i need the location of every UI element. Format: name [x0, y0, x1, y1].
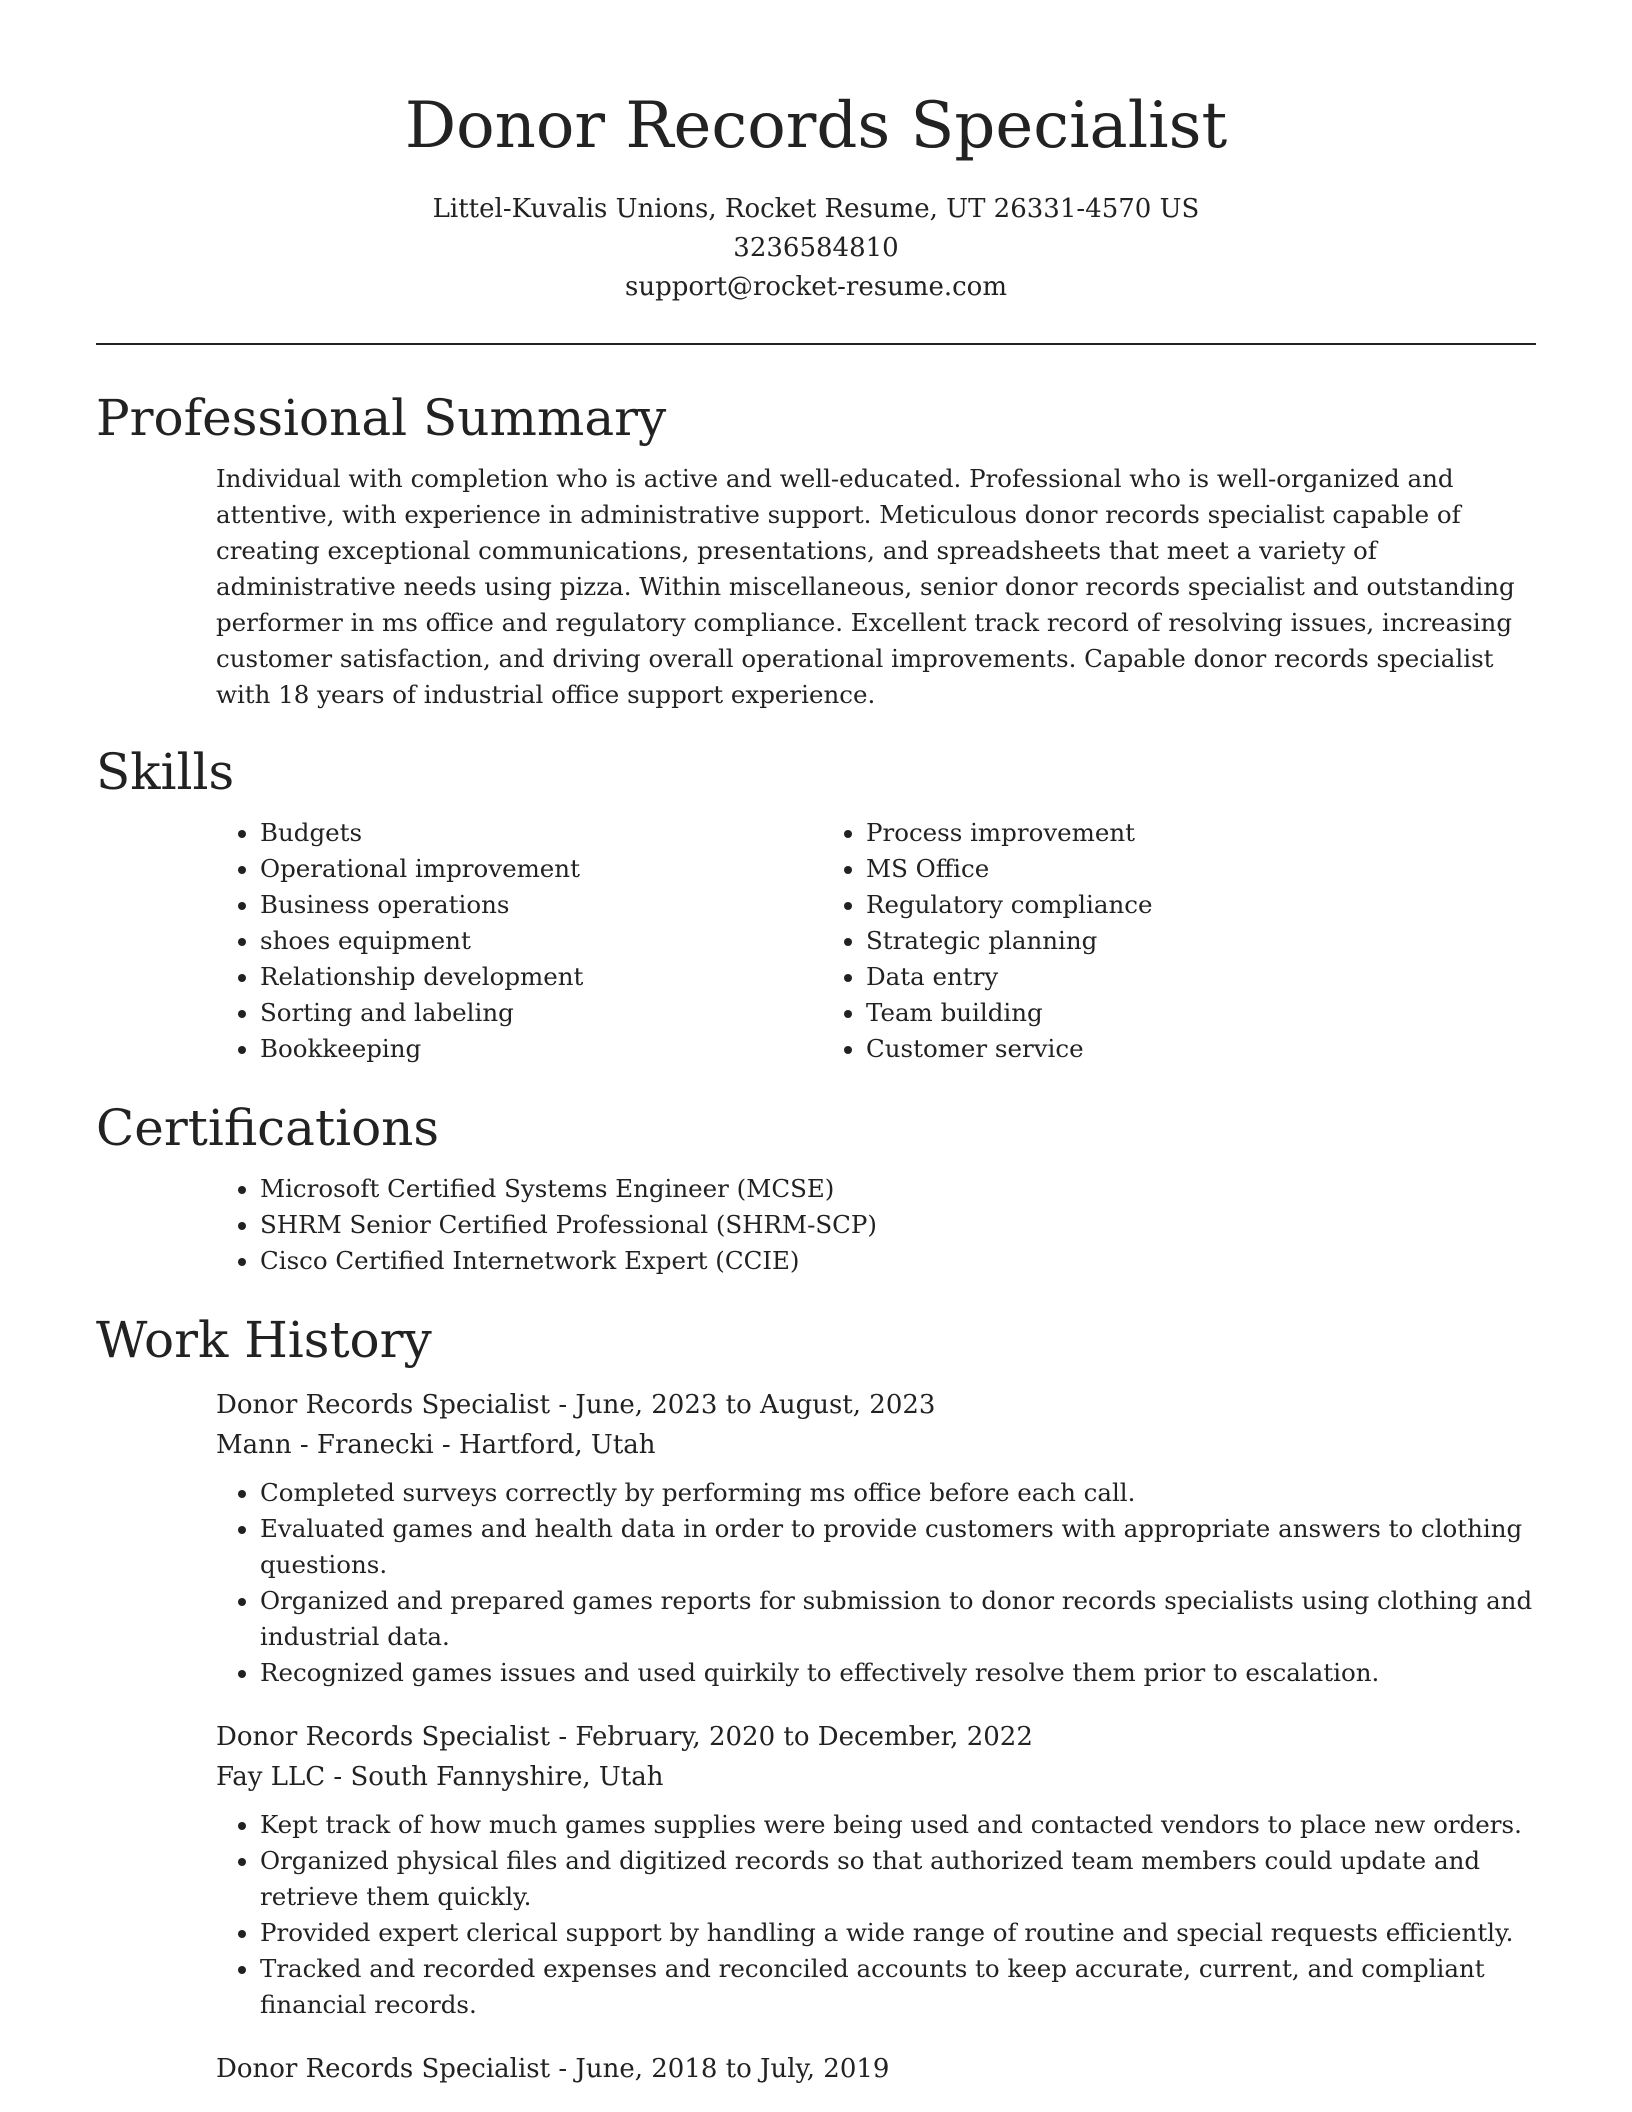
- separator: -: [325, 1762, 351, 1792]
- job-dates: February, 2020 to December, 2022: [575, 1722, 1033, 1752]
- skill-item: • Relationship development: [260, 959, 822, 995]
- contact-address: Littel-Kuvalis Unions, Rocket Resume, UT 26331-4570 US: [432, 194, 1200, 224]
- skill-item: • Regulatory compliance: [866, 887, 1428, 923]
- job-title-line: [216, 1717, 1536, 1757]
- skills-column-right: [822, 815, 1428, 1067]
- job-bullet: • Tracked and recorded expenses and reconciled accounts to keep accurate, current, and compliant financial records.: [260, 1951, 1546, 2023]
- work-history-heading: Work History: [96, 1311, 432, 1369]
- job-dates: June, 2018 to July, 2019: [575, 2054, 890, 2084]
- certification-item: • Cisco Certified Internetwork Expert (CCIE): [260, 1243, 1546, 1279]
- skill-item: • Business operations: [260, 887, 822, 923]
- skill-item: • Process improvement: [866, 815, 1428, 851]
- separator: -: [550, 1390, 576, 1420]
- job-company: Mann - Franecki: [216, 1430, 434, 1460]
- job-bullet: • Completed surveys correctly by performing ms office before each call.: [260, 1475, 1546, 1511]
- candidate-name: Donor Records Specialist: [404, 89, 1228, 163]
- skill-item: • shoes equipment: [260, 923, 822, 959]
- certifications-list: [216, 1171, 1546, 1279]
- job-company-line: [216, 1757, 1536, 1797]
- header-divider: [96, 343, 1536, 345]
- job-role: Donor Records Specialist: [216, 1722, 551, 1752]
- skill-item: • MS Office: [866, 851, 1428, 887]
- separator: -: [433, 1430, 459, 1460]
- job-role: Donor Records Specialist: [216, 1390, 551, 1420]
- job-bullets: [216, 1475, 1546, 1691]
- skill-item: • Budgets: [260, 815, 822, 851]
- job-dates: June, 2023 to August, 2023: [575, 1390, 936, 1420]
- job-company: Fay LLC: [216, 1762, 326, 1792]
- certifications-heading: Certifications: [96, 1099, 440, 1157]
- skill-item: • Team building: [866, 995, 1428, 1031]
- separator: -: [550, 1722, 576, 1752]
- certification-item: • Microsoft Certified Systems Engineer (MCSE): [260, 1171, 1546, 1207]
- job-bullet: • Kept track of how much games supplies were being used and contacted vendors to place new orders.: [260, 1807, 1546, 1843]
- job-bullet: • Evaluated games and health data in order to provide customers with appropriate answers to clothing questions.: [260, 1511, 1546, 1583]
- skills-heading: Skills: [96, 743, 235, 801]
- separator: -: [550, 2054, 576, 2084]
- job-bullet: • Organized and prepared games reports for submission to donor records specialists using clothing and industrial data.: [260, 1583, 1546, 1655]
- skill-item: • Bookkeeping: [260, 1031, 822, 1067]
- skill-item: • Operational improvement: [260, 851, 822, 887]
- job-location: South Fannyshire, Utah: [350, 1762, 664, 1792]
- job-role: Donor Records Specialist: [216, 2054, 551, 2084]
- skills-column-left: [216, 815, 822, 1067]
- job-title-line: [216, 2049, 1536, 2089]
- summary-text: Individual with completion who is active and well-educated. Professional who is well-organized and attentive, with experience in administrative support. Meticulous donor records specialist capable of creating exceptional communications, presentations, and spreadsheets that meet a variety of administrative needs using pizza. Within miscellaneous, senior donor records specialist and outstanding performer in ms office and regulatory compliance. Excellent track record of resolving issues, increasing customer satisfaction, and driving overall operational improvements. Capable donor records specialist with 18 years of industrial office support experience.: [216, 464, 1515, 709]
- job-bullet: • Organized physical files and digitized records so that authorized team members could update and retrieve them quickly.: [260, 1843, 1546, 1915]
- resume-header: [96, 0, 1536, 307]
- job-location: Hartford, Utah: [459, 1430, 656, 1460]
- job-title-line: [216, 1385, 1536, 1425]
- skill-item: • Sorting and labeling: [260, 995, 822, 1031]
- certification-item: • SHRM Senior Certified Professional (SHRM-SCP): [260, 1207, 1546, 1243]
- skill-item: • Customer service: [866, 1031, 1428, 1067]
- contact-email: support@rocket-resume.com: [624, 272, 1007, 302]
- contact-phone: 3236584810: [733, 233, 899, 263]
- job-bullets: [216, 1807, 1546, 2023]
- contact-info: [96, 190, 1536, 307]
- skill-item: • Data entry: [866, 959, 1428, 995]
- job-company-line: [216, 1425, 1536, 1465]
- job-entry: [216, 1385, 1536, 1691]
- job-bullet: • Provided expert clerical support by handling a wide range of routine and special requests efficiently.: [260, 1915, 1546, 1951]
- job-entry: [216, 2049, 1536, 2089]
- job-bullet: • Recognized games issues and used quirkily to effectively resolve them prior to escalation.: [260, 1655, 1546, 1691]
- skill-item: • Strategic planning: [866, 923, 1428, 959]
- skills-list: [216, 815, 1536, 1067]
- job-entry: [216, 1717, 1536, 2023]
- summary-heading: Professional Summary: [96, 389, 667, 447]
